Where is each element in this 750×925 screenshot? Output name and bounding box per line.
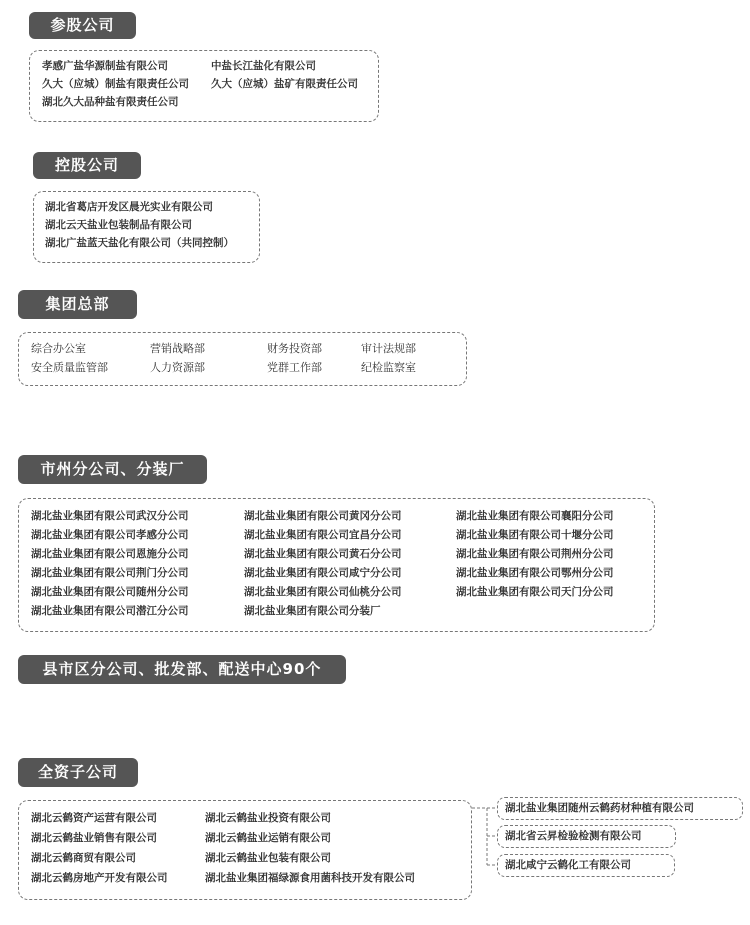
list-item: 湖北盐业集团有限公司潜江分公司 (31, 605, 189, 617)
list-item: 湖北云鹤盐业运销有限公司 (205, 832, 331, 844)
list-item: 营销战略部 (150, 342, 205, 355)
list-item: 综合办公室 (31, 342, 86, 355)
list-item: 湖北云鹤资产运营有限公司 (31, 812, 157, 824)
list-item: 湖北云鹤盐业销售有限公司 (31, 832, 157, 844)
list-item: 纪检监察室 (361, 361, 416, 374)
subsidiary-box: 湖北省云昇检验检测有限公司 (497, 825, 676, 848)
list-item: 湖北盐业集团有限公司武汉分公司 (31, 510, 189, 522)
list-item: 湖北盐业集团有限公司襄阳分公司 (456, 510, 614, 522)
list-item: 湖北盐业集团福绿源食用菌科技开发有限公司 (205, 872, 415, 884)
list-item: 湖北广盐蓝天盐化有限公司（共同控制） (45, 237, 234, 249)
subsidiary-box: 湖北盐业集团随州云鹤药材种植有限公司 (497, 797, 743, 820)
list-item: 财务投资部 (267, 342, 322, 355)
list-item: 湖北云鹤房地产开发有限公司 (31, 872, 168, 884)
list-item: 湖北云天盐业包装制品有限公司 (45, 219, 192, 231)
county-header: 县市区分公司、批发部、配送中心90个 (18, 655, 346, 684)
list-item: 人力资源部 (150, 361, 205, 374)
list-item: 党群工作部 (267, 361, 322, 374)
list-item: 湖北云鹤盐业投资有限公司 (205, 812, 331, 824)
list-item: 湖北盐业集团有限公司孝感分公司 (31, 529, 189, 541)
list-item: 湖北云鹤盐业包装有限公司 (205, 852, 331, 864)
list-item: 湖北盐业集团有限公司荆门分公司 (31, 567, 189, 579)
list-item: 湖北盐业集团有限公司分装厂 (244, 605, 381, 617)
list-item: 湖北盐业集团有限公司黄冈分公司 (244, 510, 402, 522)
list-item: 湖北盐业集团有限公司仙桃分公司 (244, 586, 402, 598)
list-item: 湖北盐业集团有限公司天门分公司 (456, 586, 614, 598)
list-item: 湖北盐业集团有限公司荆州分公司 (456, 548, 614, 560)
list-item: 湖北久大品种盐有限责任公司 (42, 96, 179, 108)
hq-header: 集团总部 (18, 290, 137, 319)
list-item: 湖北盐业集团有限公司咸宁分公司 (244, 567, 402, 579)
list-item: 久大（应城）制盐有限责任公司 (42, 78, 189, 90)
list-item: 审计法规部 (361, 342, 416, 355)
wholly-header: 全资子公司 (18, 758, 138, 787)
list-item: 久大（应城）盐矿有限责任公司 (211, 78, 358, 90)
list-item: 中盐长江盐化有限公司 (211, 60, 316, 72)
list-item: 安全质量监管部 (31, 361, 108, 374)
list-item: 湖北省葛店开发区晨光实业有限公司 (45, 201, 213, 213)
list-item: 湖北盐业集团有限公司黄石分公司 (244, 548, 402, 560)
list-item: 湖北盐业集团有限公司随州分公司 (31, 586, 189, 598)
konggu-header: 控股公司 (33, 152, 141, 179)
list-item: 湖北盐业集团有限公司十堰分公司 (456, 529, 614, 541)
canshu-header: 参股公司 (29, 12, 136, 39)
list-item: 湖北云鹤商贸有限公司 (31, 852, 136, 864)
subsidiary-box: 湖北咸宁云鹤化工有限公司 (497, 854, 675, 877)
city-header: 市州分公司、分装厂 (18, 455, 207, 484)
list-item: 湖北盐业集团有限公司宜昌分公司 (244, 529, 402, 541)
list-item: 湖北盐业集团有限公司恩施分公司 (31, 548, 189, 560)
list-item: 湖北盐业集团有限公司鄂州分公司 (456, 567, 614, 579)
list-item: 孝感广盐华源制盐有限公司 (42, 60, 168, 72)
